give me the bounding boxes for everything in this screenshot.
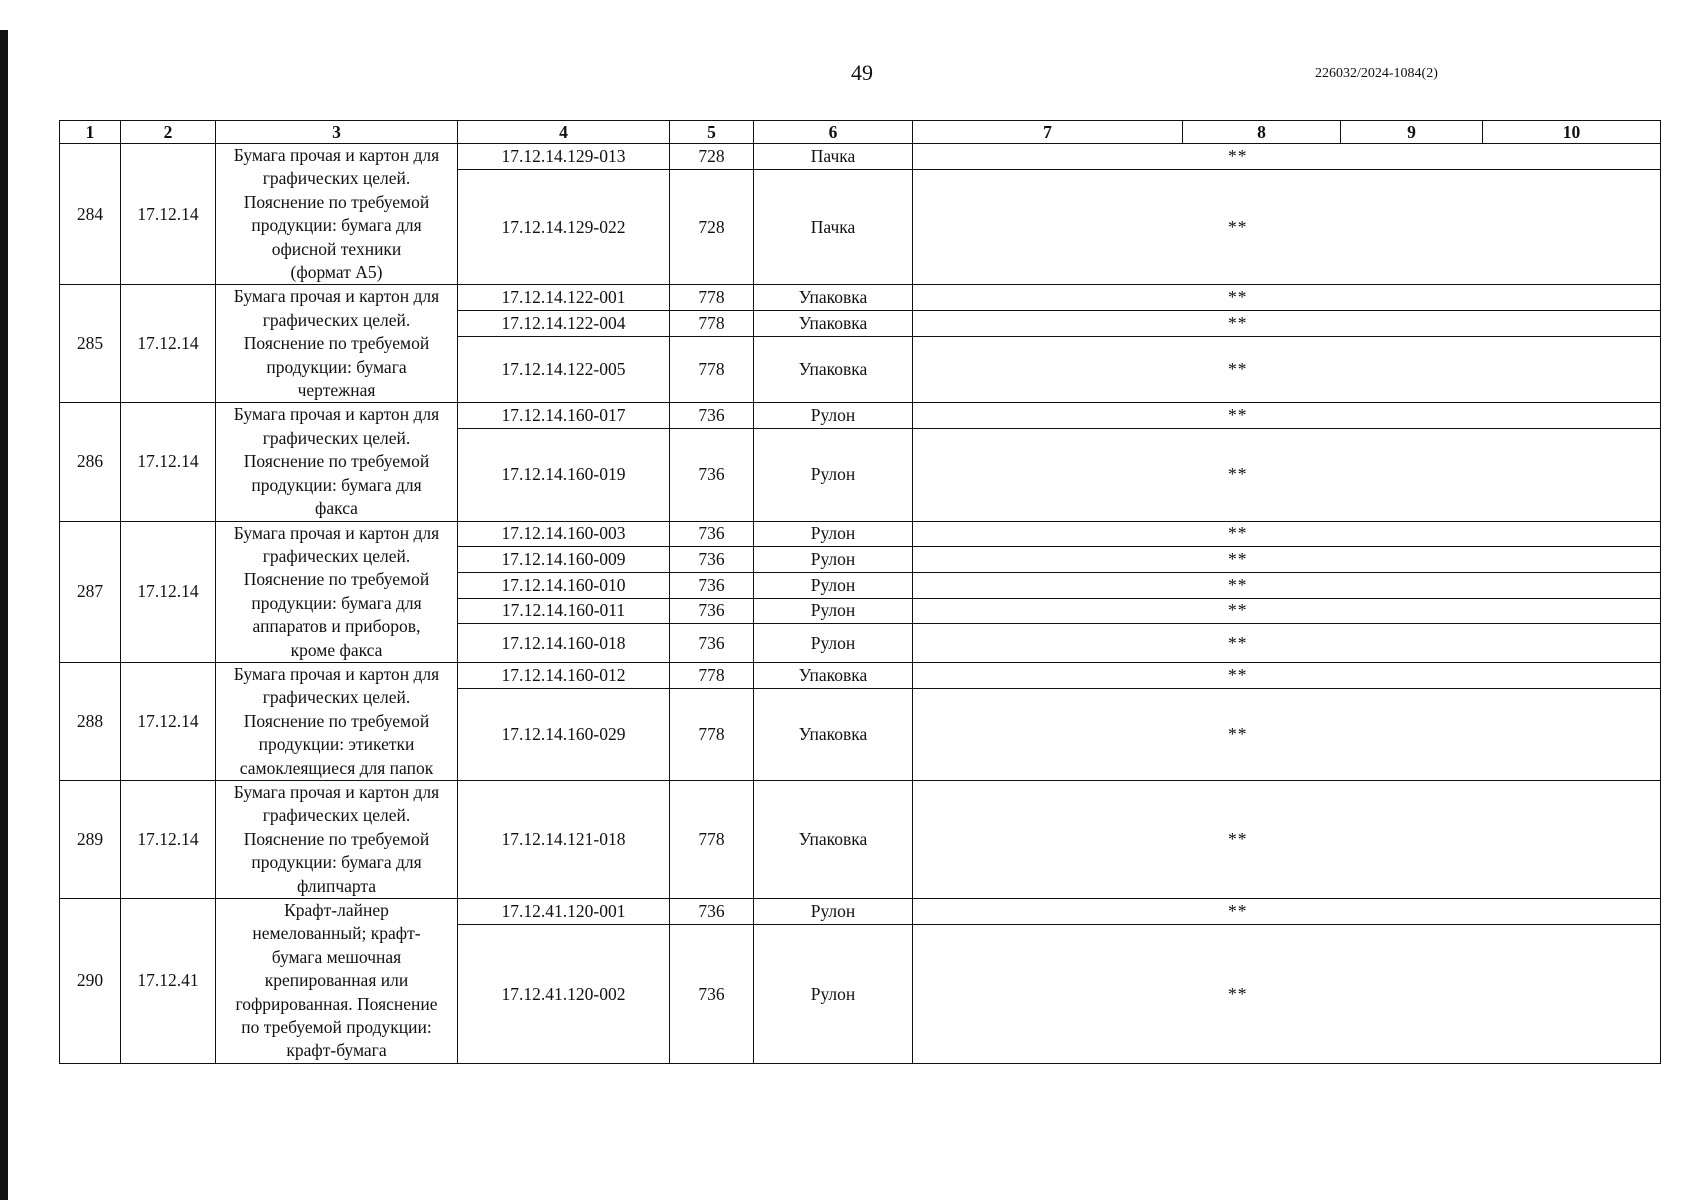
- product-name-line: офисной техники: [271, 238, 402, 259]
- table-row: [60, 899, 1661, 925]
- unit-name: Упаковка: [754, 336, 913, 403]
- ktru-code: 17.12.14.121-018: [458, 780, 670, 898]
- characteristics-mark: [913, 169, 1661, 285]
- product-name-line: крепированная или: [264, 970, 409, 991]
- unit-name: Рулон: [754, 598, 913, 624]
- okei-code: 736: [670, 598, 754, 624]
- okei-code: 736: [670, 521, 754, 547]
- ktru-code: 17.12.14.129-013: [458, 144, 670, 170]
- product-name-line: Пояснение по требуемой: [243, 191, 430, 212]
- row-number: 288: [60, 662, 121, 780]
- characteristics-mark: [913, 336, 1661, 403]
- mark-text: **: [1228, 828, 1248, 849]
- table-row: [60, 403, 1661, 429]
- characteristics-mark: [913, 624, 1661, 663]
- ktru-code: 17.12.14.160-019: [458, 429, 670, 521]
- okei-code: 778: [670, 336, 754, 403]
- product-name-line: графических целей.: [262, 427, 411, 448]
- okpd2-code: 17.12.14: [121, 780, 216, 898]
- product-name-line: Бумага прочая и картон для: [233, 404, 440, 425]
- characteristics-mark: [913, 688, 1661, 780]
- okpd2-code: 17.12.41: [121, 899, 216, 1064]
- okei-code: 778: [670, 688, 754, 780]
- mark-text: **: [1228, 523, 1248, 544]
- product-name: [216, 144, 458, 285]
- product-name-line: продукции: бумага: [266, 356, 407, 377]
- column-number: 5: [670, 121, 754, 144]
- mark-text: **: [1228, 145, 1248, 166]
- unit-name: Упаковка: [754, 285, 913, 311]
- column-number: 10: [1483, 121, 1661, 144]
- unit-name: Рулон: [754, 624, 913, 663]
- product-name: [216, 662, 458, 780]
- column-number: 2: [121, 121, 216, 144]
- product-name-line: Пояснение по требуемой: [243, 333, 430, 354]
- mark-text: **: [1228, 464, 1248, 485]
- product-name-line: графических целей.: [262, 805, 411, 826]
- table-row: [60, 144, 1661, 170]
- column-number: 6: [754, 121, 913, 144]
- unit-name: Рулон: [754, 403, 913, 429]
- unit-name: Рулон: [754, 572, 913, 598]
- product-name-line: Пояснение по требуемой: [243, 451, 430, 472]
- page-number: 49: [851, 60, 873, 85]
- ktru-code: 17.12.41.120-002: [458, 925, 670, 1064]
- okei-code: 736: [670, 899, 754, 925]
- okei-code: 736: [670, 572, 754, 598]
- product-name-line: Бумага прочая и картон для: [233, 663, 440, 684]
- column-number: 7: [913, 121, 1183, 144]
- product-name-line: флипчарта: [296, 875, 377, 896]
- okei-code: 778: [670, 780, 754, 898]
- ktru-code: 17.12.14.160-018: [458, 624, 670, 663]
- unit-name: Упаковка: [754, 780, 913, 898]
- product-name-line: графических целей.: [262, 687, 411, 708]
- ktru-code: 17.12.14.122-001: [458, 285, 670, 311]
- product-name-line: графических целей.: [262, 168, 411, 189]
- table-row: [60, 662, 1661, 688]
- okei-code: 736: [670, 547, 754, 573]
- characteristics-mark: [913, 572, 1661, 598]
- ktru-code: 17.12.14.160-011: [458, 598, 670, 624]
- okpd2-code: 17.12.14: [121, 521, 216, 662]
- mark-text: **: [1228, 359, 1248, 380]
- okei-code: 736: [670, 403, 754, 429]
- okei-code: 728: [670, 144, 754, 170]
- product-name: [216, 285, 458, 403]
- characteristics-mark: [913, 429, 1661, 521]
- mark-text: **: [1228, 287, 1248, 308]
- product-name-line: Бумага прочая и картон для: [233, 781, 440, 802]
- ktru-code: 17.12.14.160-009: [458, 547, 670, 573]
- characteristics-mark: [913, 547, 1661, 573]
- mark-text: **: [1228, 313, 1248, 334]
- product-name-line: аппаратов и приборов,: [252, 616, 421, 637]
- okei-code: 736: [670, 429, 754, 521]
- table-row: [60, 285, 1661, 311]
- characteristics-mark: [913, 285, 1661, 311]
- product-name: [216, 780, 458, 898]
- product-name: [216, 899, 458, 1064]
- procurement-table: [59, 120, 1661, 1064]
- product-name-line: Пояснение по требуемой: [243, 710, 430, 731]
- product-name-line: Пояснение по требуемой: [243, 569, 430, 590]
- unit-name: Упаковка: [754, 688, 913, 780]
- mark-text: **: [1228, 632, 1248, 653]
- okei-code: 778: [670, 285, 754, 311]
- product-name-line: продукции: бумага для: [251, 852, 422, 873]
- product-name-line: графических целей.: [262, 309, 411, 330]
- mark-text: **: [1228, 901, 1248, 922]
- product-name: [216, 521, 458, 662]
- row-number: 285: [60, 285, 121, 403]
- ktru-code: 17.12.14.122-004: [458, 311, 670, 337]
- unit-name: Рулон: [754, 547, 913, 573]
- row-number: 286: [60, 403, 121, 521]
- ktru-code: 17.12.14.160-017: [458, 403, 670, 429]
- product-name-line: бумага мешочная: [271, 946, 402, 967]
- ktru-code: 17.12.41.120-001: [458, 899, 670, 925]
- product-name-line: (формат А5): [290, 262, 383, 283]
- column-header-row: [60, 121, 1661, 144]
- characteristics-mark: [913, 899, 1661, 925]
- okei-code: 736: [670, 624, 754, 663]
- okei-code: 736: [670, 925, 754, 1064]
- column-number: 8: [1183, 121, 1341, 144]
- product-name-line: продукции: этикетки: [258, 734, 415, 755]
- characteristics-mark: [913, 662, 1661, 688]
- mark-text: **: [1228, 216, 1248, 237]
- unit-name: Рулон: [754, 899, 913, 925]
- product-name-line: продукции: бумага для: [251, 474, 422, 495]
- ktru-code: 17.12.14.160-010: [458, 572, 670, 598]
- ktru-code: 17.12.14.160-003: [458, 521, 670, 547]
- characteristics-mark: [913, 311, 1661, 337]
- table-row: [60, 780, 1661, 898]
- product-name-line: факса: [315, 498, 358, 519]
- characteristics-mark: [913, 403, 1661, 429]
- mark-text: **: [1228, 405, 1248, 426]
- product-name-line: Бумага прочая и картон для: [233, 145, 440, 165]
- product-name-line: чертежная: [297, 380, 376, 401]
- product-name-line: крафт-бумага: [286, 1040, 387, 1061]
- row-number: 284: [60, 144, 121, 285]
- unit-name: Упаковка: [754, 662, 913, 688]
- mark-text: **: [1228, 723, 1248, 744]
- characteristics-mark: [913, 925, 1661, 1064]
- characteristics-mark: [913, 521, 1661, 547]
- product-name-line: немелованный; крафт-: [252, 923, 421, 944]
- mark-text: **: [1228, 983, 1248, 1004]
- product-name-line: гофрированная. Пояснение: [235, 993, 438, 1014]
- mark-text: **: [1228, 549, 1248, 570]
- column-number: 9: [1341, 121, 1483, 144]
- okei-code: 778: [670, 662, 754, 688]
- table-row: [60, 521, 1661, 547]
- product-name-line: продукции: бумага для: [251, 592, 422, 613]
- mark-text: **: [1228, 574, 1248, 595]
- product-name-line: продукции: бумага для: [251, 215, 422, 236]
- product-name-line: по требуемой продукции:: [241, 1017, 432, 1038]
- product-name-line: графических целей.: [262, 545, 411, 566]
- product-name-line: Бумага прочая и картон для: [233, 522, 440, 543]
- column-number: 4: [458, 121, 670, 144]
- product-name-line: Пояснение по требуемой: [243, 828, 430, 849]
- okpd2-code: 17.12.14: [121, 285, 216, 403]
- characteristics-mark: [913, 144, 1661, 170]
- product-name: [216, 403, 458, 521]
- unit-name: Рулон: [754, 925, 913, 1064]
- ktru-code: 17.12.14.160-029: [458, 688, 670, 780]
- row-number: 290: [60, 899, 121, 1064]
- product-name-line: кроме факса: [290, 639, 383, 660]
- row-number: 287: [60, 521, 121, 662]
- scan-binding-edge: [0, 30, 8, 1200]
- okpd2-code: 17.12.14: [121, 403, 216, 521]
- unit-name: Пачка: [754, 144, 913, 170]
- unit-name: Рулон: [754, 521, 913, 547]
- product-name-line: самоклеящиеся для папок: [239, 757, 434, 778]
- okei-code: 728: [670, 169, 754, 285]
- row-number: 289: [60, 780, 121, 898]
- ktru-code: 17.12.14.160-012: [458, 662, 670, 688]
- column-number: 3: [216, 121, 458, 144]
- column-number: 1: [60, 121, 121, 144]
- characteristics-mark: [913, 598, 1661, 624]
- mark-text: **: [1228, 664, 1248, 685]
- unit-name: Пачка: [754, 169, 913, 285]
- ktru-code: 17.12.14.129-022: [458, 169, 670, 285]
- unit-name: Упаковка: [754, 311, 913, 337]
- document-code: 226032/2024-1084(2): [1315, 66, 1438, 81]
- ktru-code: 17.12.14.122-005: [458, 336, 670, 403]
- unit-name: Рулон: [754, 429, 913, 521]
- product-name-line: Бумага прочая и картон для: [233, 286, 440, 307]
- characteristics-mark: [913, 780, 1661, 898]
- okei-code: 778: [670, 311, 754, 337]
- mark-text: **: [1228, 600, 1248, 621]
- okpd2-code: 17.12.14: [121, 662, 216, 780]
- product-name-line: Крафт-лайнер: [284, 900, 389, 920]
- okpd2-code: 17.12.14: [121, 144, 216, 285]
